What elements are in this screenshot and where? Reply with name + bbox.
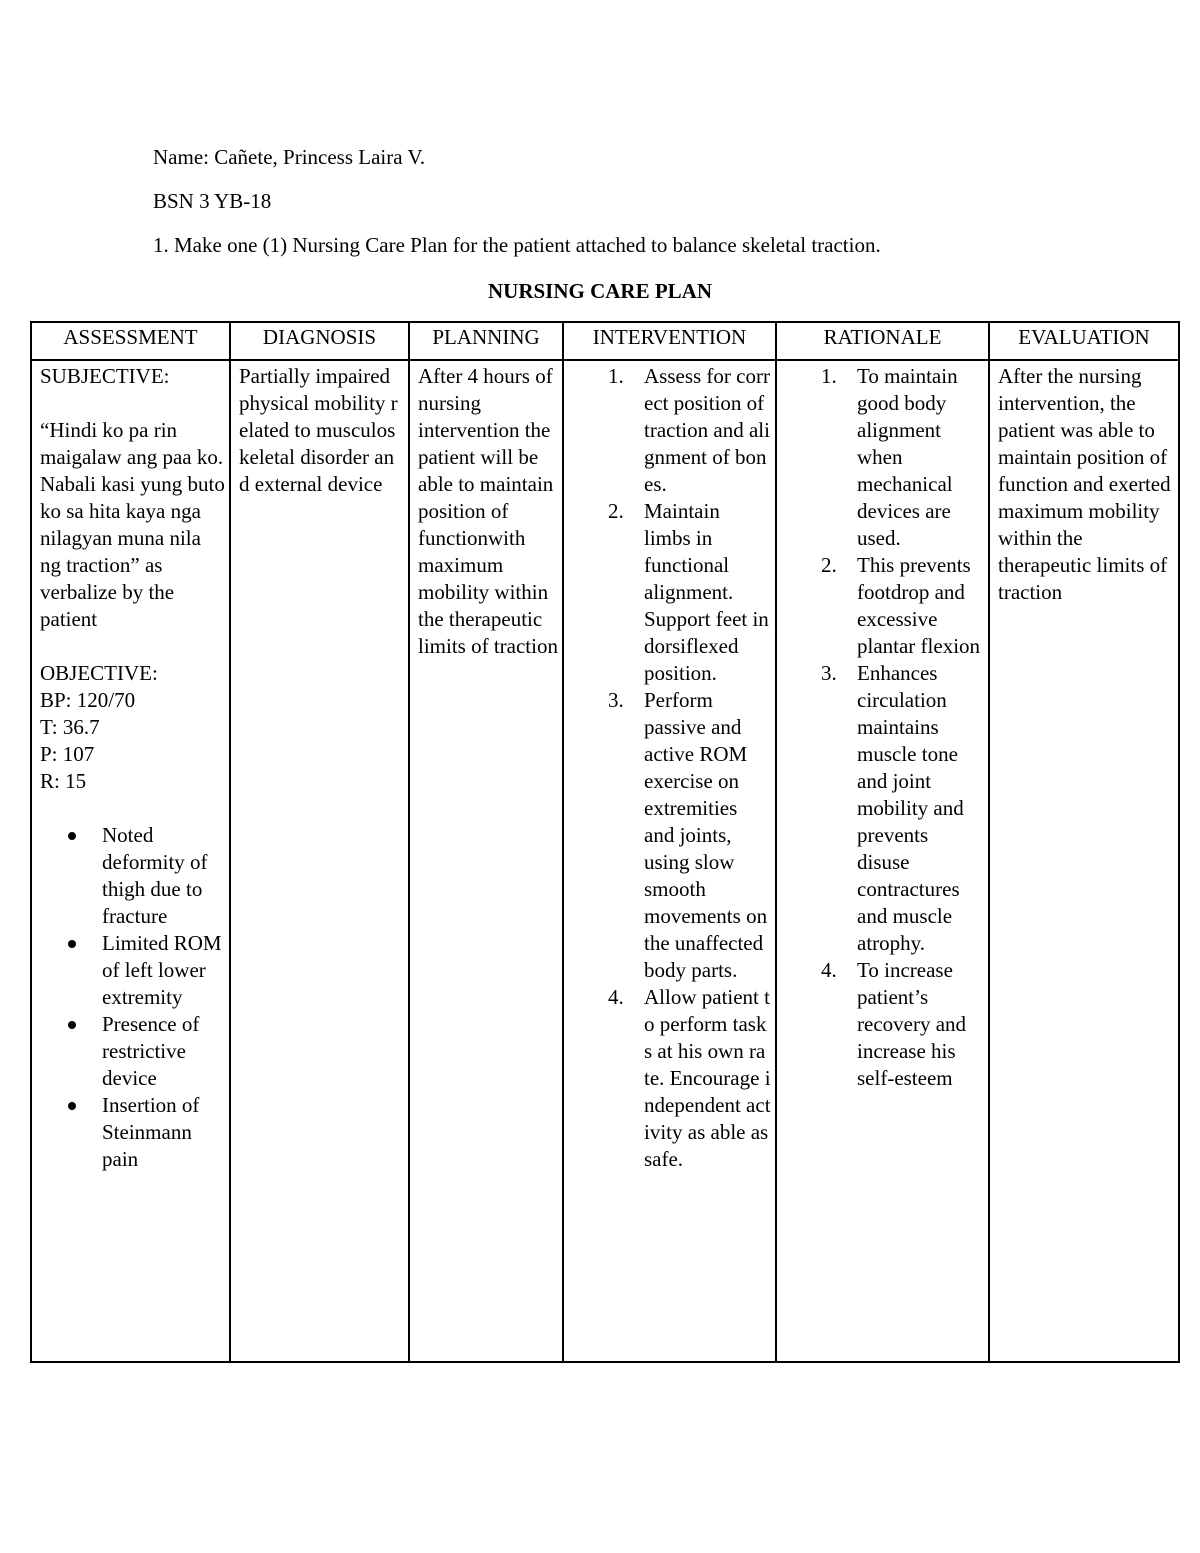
list-item: Limited ROM of left lower extremity (102, 930, 225, 1011)
table-header-row (31, 322, 1179, 360)
bullet-icon (68, 832, 76, 840)
list-item: 2. Maintain limbs in functional alignment. Support feet in dorsiflexed position. (608, 499, 769, 685)
class-section: BSN 3 YB-18 (153, 189, 272, 213)
list-item: Noted deformity of thigh due to fracture (102, 822, 225, 930)
list-item: 3. Perform passive and active ROM exercise on extremities and joints, using slow smooth movements on the unaffected body parts. (608, 688, 768, 982)
vital-resp: R: 15 (40, 769, 87, 793)
vital-pulse: P: 107 (40, 742, 95, 766)
list-item: 1. To maintain good body alignment when mechanical devices are used. (821, 364, 958, 550)
list-item: 4. Allow patient to perform tasks at his own rate. Encourage independent activity as able as safe. (608, 985, 771, 1171)
diagnosis-text: Partially impaired physical mobility related to musculoskeletal disorder and external device (239, 364, 398, 496)
objective-label: OBJECTIVE: (40, 661, 158, 685)
header-intervention: INTERVENTION (563, 322, 776, 360)
page-title: NURSING CARE PLAN (487, 279, 713, 303)
evaluation-cell (989, 360, 1179, 1362)
rationale-list (785, 363, 984, 1092)
vital-bp: BP: 120/70 (40, 688, 136, 712)
header-assessment: ASSESSMENT (31, 322, 230, 360)
bullet-icon (68, 1102, 76, 1110)
assessment-cell (31, 360, 230, 1362)
bullet-icon (68, 1021, 76, 1029)
header-planning: PLANNING (409, 322, 563, 360)
list-item: Presence of restrictive device (102, 1011, 225, 1092)
vital-temp: T: 36.7 (40, 715, 100, 739)
findings-list (40, 822, 225, 1173)
list-item: 4. To increase patient’s recovery and increase his self-esteem (821, 958, 967, 1090)
planning-cell (409, 360, 563, 1362)
header-diagnosis: DIAGNOSIS (230, 322, 409, 360)
list-item: Insertion of Steinmann pain (102, 1092, 225, 1173)
list-item: 1. Assess for correct position of traction and alignment of bones. (608, 364, 770, 496)
bullet-icon (68, 940, 76, 948)
list-item: 2. This prevents footdrop and excessive plantar flexion (821, 553, 981, 658)
intervention-cell (563, 360, 776, 1362)
student-name: Name: Cañete, Princess Laira V. (153, 145, 426, 169)
rationale-cell (776, 360, 989, 1362)
nursing-care-plan-table (30, 321, 1180, 1363)
task-instruction: 1. Make one (1) Nursing Care Plan for the patient attached to balance skeletal traction. (153, 233, 881, 257)
header-evaluation: EVALUATION (989, 322, 1179, 360)
intervention-list (572, 363, 771, 1173)
planning-text: After 4 hours of nursing intervention the patient will be able to maintain position of functionwith maximum mobility within the therapeutic limits of traction (418, 364, 558, 658)
subjective-label: SUBJECTIVE: (40, 364, 170, 388)
diagnosis-cell (230, 360, 409, 1362)
header-rationale: RATIONALE (776, 322, 989, 360)
list-item: 3. Enhances circulation maintains muscle tone and joint mobility and prevents disuse contractures and muscle atrophy. (821, 661, 964, 955)
evaluation-text: After the nursing intervention, the patient was able to maintain position of function and exerted maximum mobility within the therapeutic limits of traction (998, 364, 1171, 604)
subjective-quote: “Hindi ko pa rin maigalaw ang paa ko. Nabali kasi yung buto ko sa hita kaya nga nilagyan muna nila ng traction” as verbalize by the patient (40, 418, 225, 631)
table-row (31, 360, 1179, 1362)
